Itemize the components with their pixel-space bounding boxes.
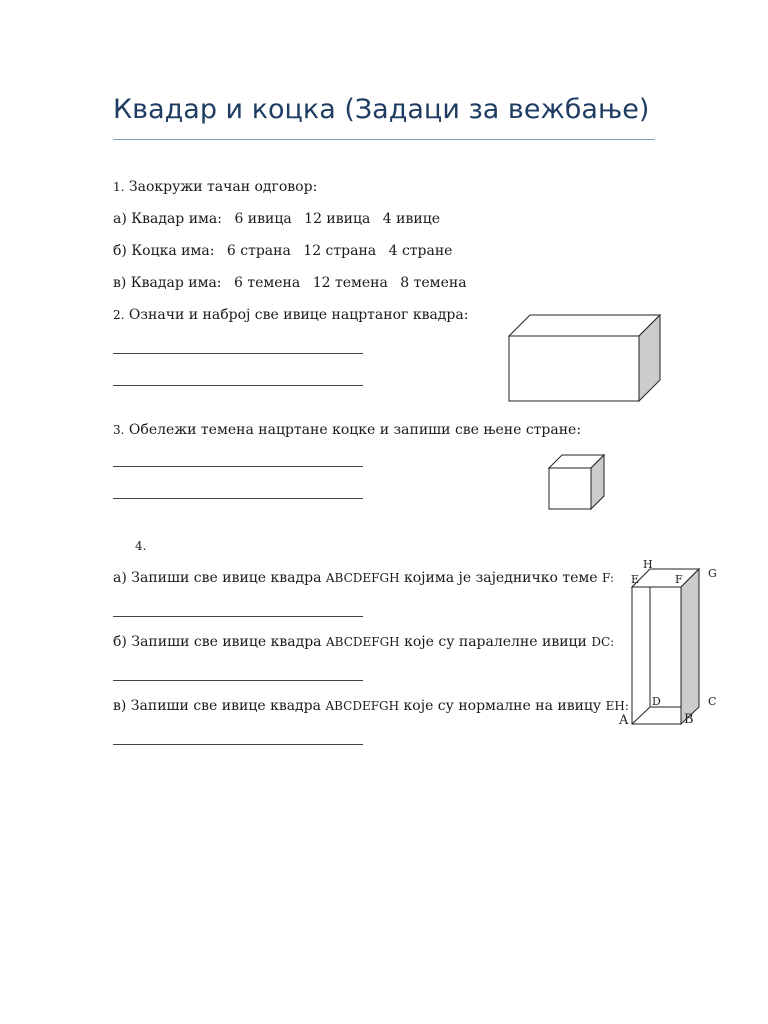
prism-label-h: H	[643, 558, 653, 571]
page-title: Квадар и коцка (Задаци за вежбање)	[113, 94, 650, 125]
q4-part-a	[113, 570, 614, 586]
prism-label-b: B	[684, 712, 694, 727]
q1-number: 1.	[113, 180, 125, 194]
q4-number: 4.	[135, 539, 147, 553]
q4-b-name: ABCDEFGH	[325, 635, 400, 649]
q1-a-option-2[interactable]: 12 ивица	[304, 211, 371, 227]
q3-answer-line-2[interactable]	[113, 498, 363, 499]
q2-number: 2.	[113, 308, 125, 322]
q3-prompt	[113, 422, 581, 438]
q4-part-c	[113, 698, 629, 714]
q1-c-option-3[interactable]: 8 темена	[400, 275, 467, 291]
cube-figure	[546, 452, 608, 514]
q2-answer-line-1[interactable]	[113, 353, 363, 354]
prism-side-face	[681, 569, 699, 724]
q1-b-option-3[interactable]: 4 стране	[388, 243, 453, 259]
q4-a-answer-line[interactable]	[113, 616, 363, 617]
q1-prompt-text: Заокружи тачан одговор:	[128, 179, 318, 195]
q3-prompt-text: Обележи темена нацртане коцке и запиши све њене стране:	[128, 422, 582, 438]
q1-b-option-1[interactable]: 6 страна	[226, 243, 291, 259]
q1-item-b-label: б) Коцка има:	[113, 243, 215, 259]
q2-prompt-text: Означи и наброј све ивице нацртаног квадра:	[128, 307, 469, 323]
q4-b-prefix: б) Запиши све ивице квадра	[113, 634, 322, 650]
q3-number: 3.	[113, 423, 125, 437]
q1-c-option-1[interactable]: 6 темена	[233, 275, 301, 291]
q1-item-a-label: а) Квадар има:	[113, 211, 222, 227]
cuboid-front-face	[509, 336, 639, 401]
q1-a-option-3[interactable]: 4 ивице	[382, 211, 440, 227]
cuboid-figure	[505, 312, 665, 406]
title-divider	[113, 139, 655, 140]
prism-label-g: G	[708, 567, 717, 580]
q1-prompt	[113, 179, 317, 195]
q4-c-answer-line[interactable]	[113, 744, 363, 745]
prism-label-d: D	[652, 695, 661, 708]
q4-c-prefix: в) Запиши све ивице квадра	[113, 698, 321, 714]
q4-a-name: ABCDEFGH	[325, 571, 400, 585]
q1-b-option-2[interactable]: 12 страна	[303, 243, 377, 259]
prism-label-f: F	[675, 573, 683, 586]
q1-c-option-2[interactable]: 12 темена	[312, 275, 388, 291]
prism-label-e: E	[631, 573, 640, 586]
q1-item-c	[113, 275, 467, 291]
prism-abcdefgh-figure	[610, 555, 730, 730]
q1-a-option-1[interactable]: 6 ивица	[234, 211, 292, 227]
cube-front-face	[549, 468, 591, 509]
q4-c-name: ABCDEFGH	[325, 699, 400, 713]
cuboid-top-face	[509, 315, 660, 336]
q4-b-answer-line[interactable]	[113, 680, 363, 681]
q1-item-c-label: в) Квадар има:	[113, 275, 222, 291]
q4-c-ref: EH:	[605, 699, 629, 713]
q1-item-a	[113, 211, 440, 227]
q3-answer-line-1[interactable]	[113, 466, 363, 467]
q4-a-ref: F:	[602, 571, 614, 585]
q2-answer-line-2[interactable]	[113, 385, 363, 386]
prism-edge-ad	[632, 707, 650, 724]
prism-label-a: A	[619, 713, 629, 728]
prism-label-c: C	[708, 695, 717, 708]
q4-c-suffix: које су нормалне на ивицу	[403, 698, 602, 714]
q4-b-ref: DC:	[591, 635, 615, 649]
q4-a-prefix: а) Запиши све ивице квадра	[113, 570, 322, 586]
q4-a-suffix: којима је заједничко теме	[404, 570, 598, 586]
q2-prompt	[113, 307, 468, 323]
q1-item-b	[113, 243, 452, 259]
q4-b-suffix: које су паралелне ивици	[404, 634, 587, 650]
q4-part-b	[113, 634, 614, 650]
